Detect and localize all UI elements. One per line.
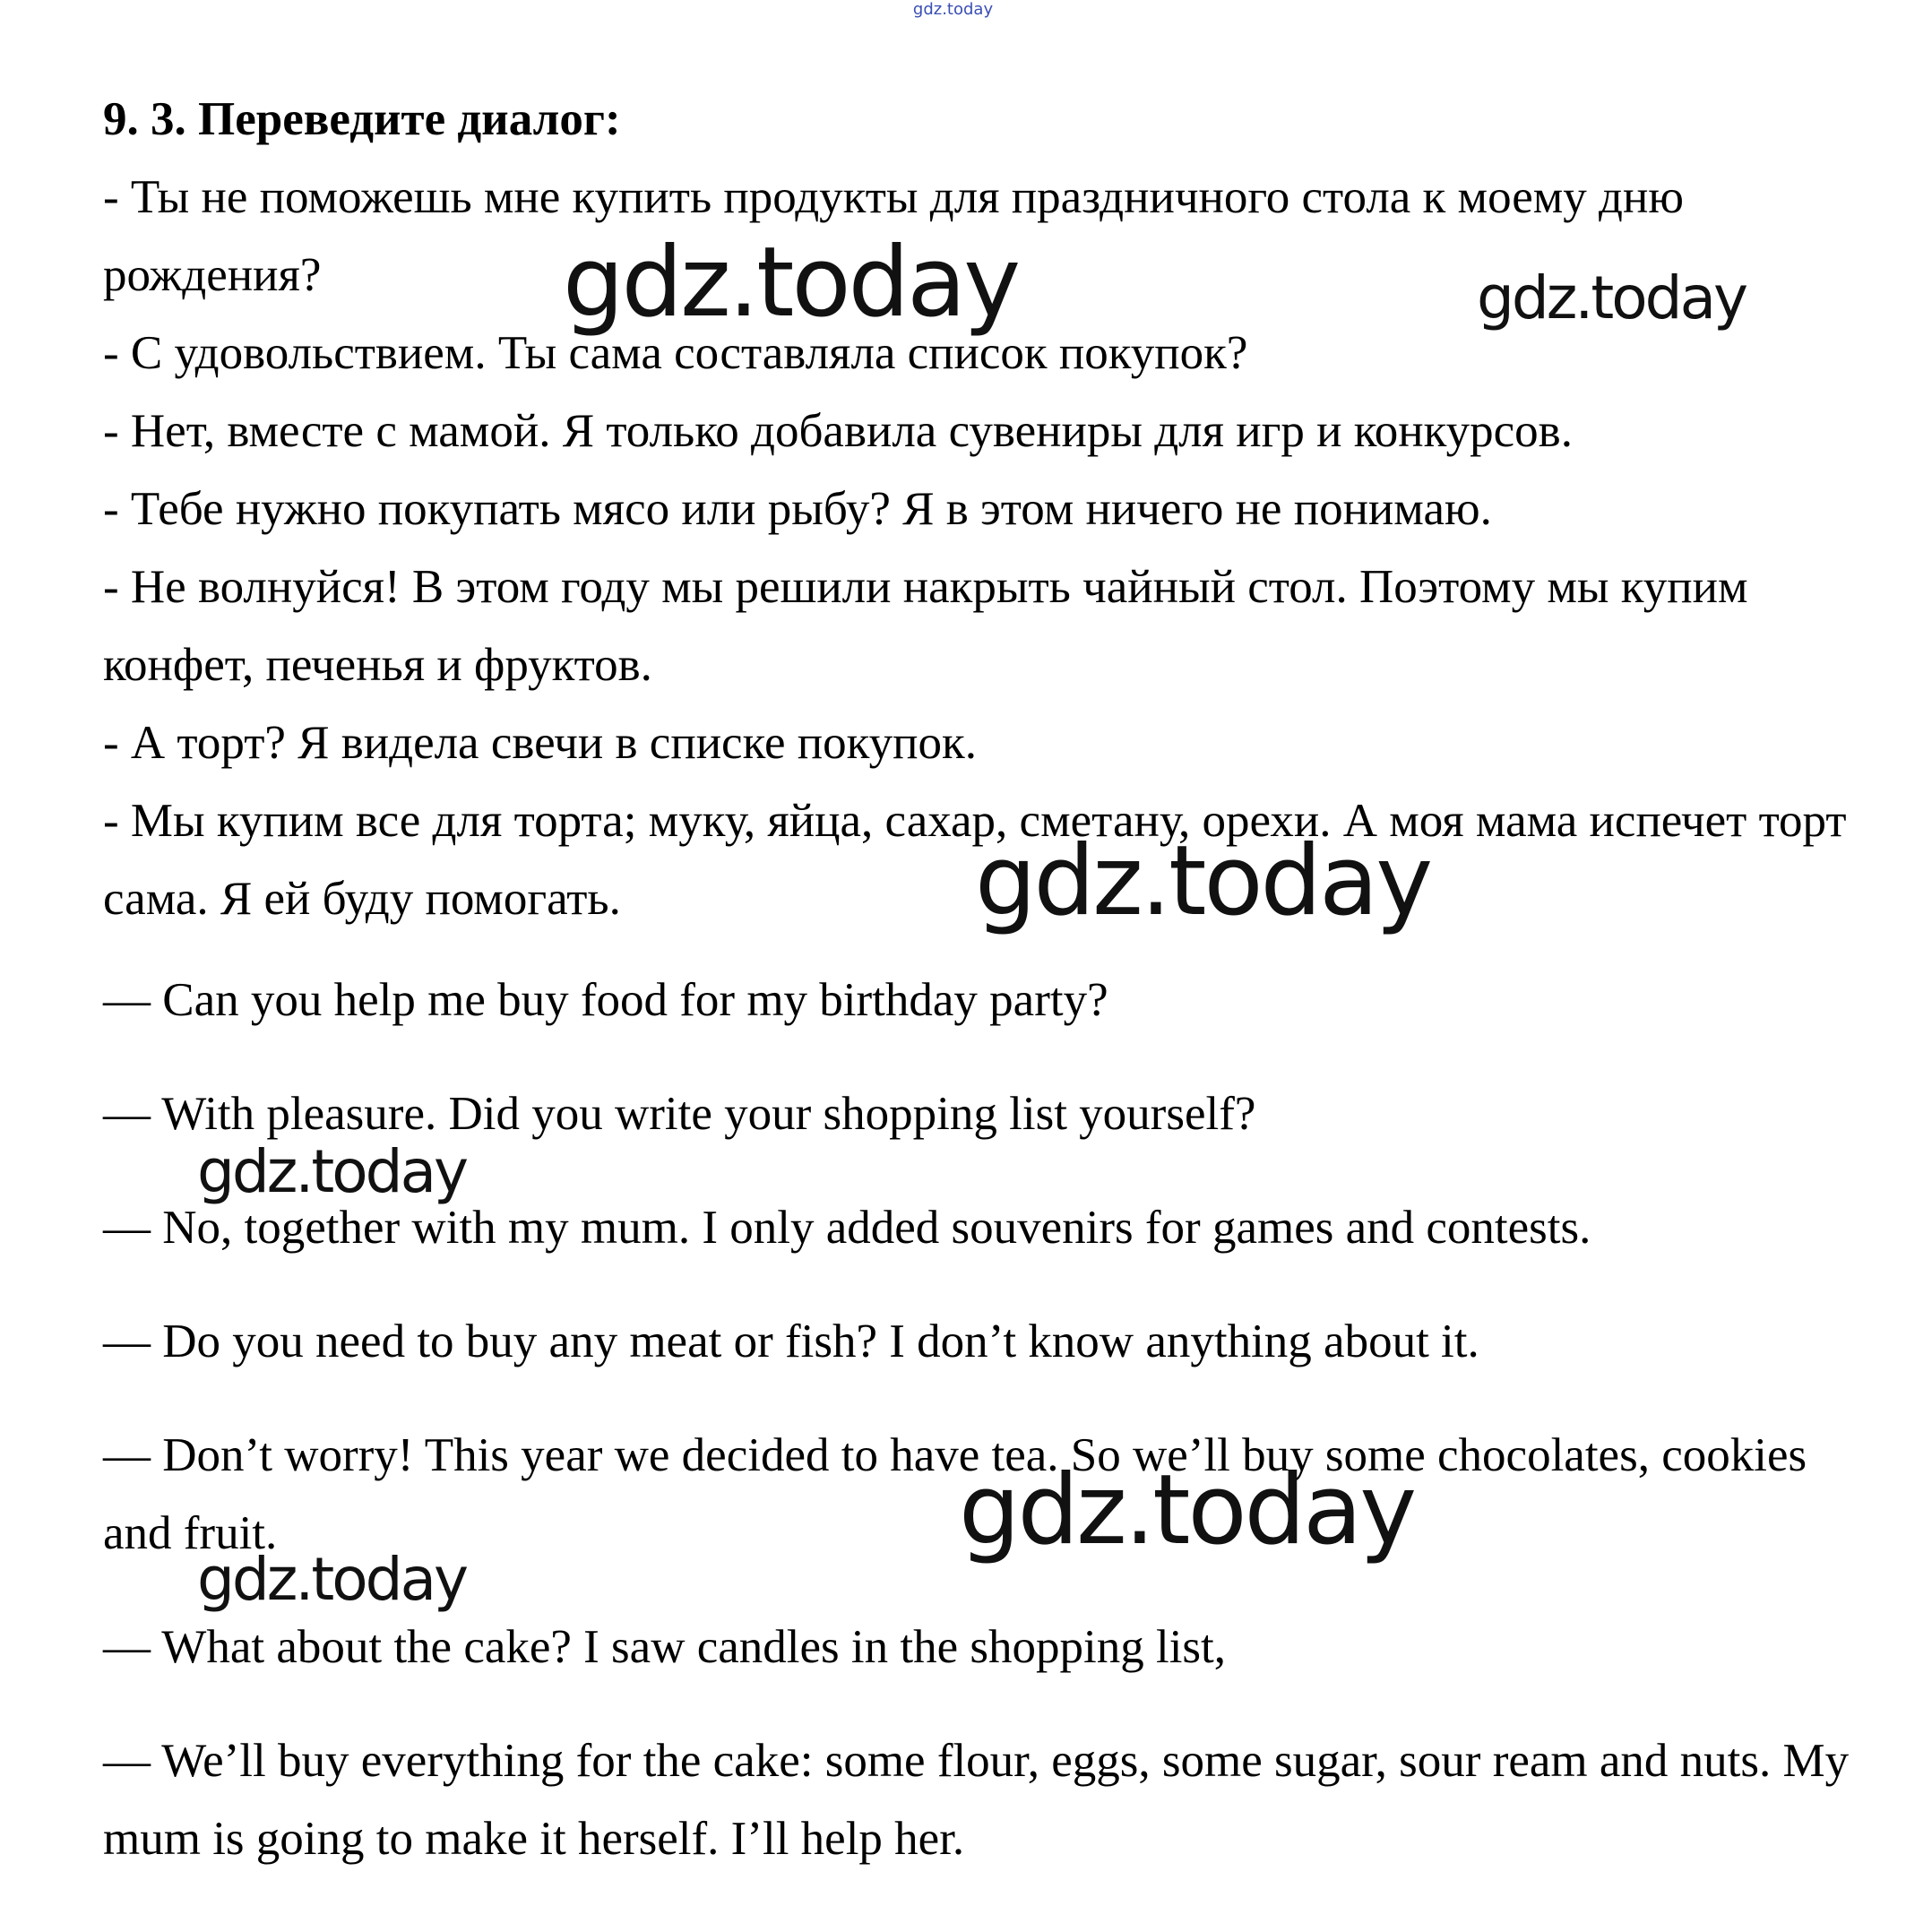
ru-line: - Нет, вместе с мамой. Я только добавила сувениры для игр и конкурсов. — [103, 405, 1573, 457]
ru-line: - А торт? Я видела свечи в списке покупок. — [103, 717, 978, 769]
document-content — [103, 81, 1859, 1914]
watermark: gdz.today — [197, 1545, 467, 1614]
watermark: gdz.today — [975, 825, 1431, 937]
en-line: — Don’t worry! This year we decided to have tea. So we’ll buy some chocolates, cookies and fruit. — [103, 1429, 1807, 1559]
ru-line: - Ты не поможешь мне купить продукты для праздничного стола к моему дню рождения? — [103, 171, 1684, 301]
top-watermark: gdz.today — [912, 0, 994, 19]
en-line: — No, together with my mum. I only added souvenirs for games and contests. — [103, 1202, 1591, 1254]
watermark: gdz.today — [959, 1454, 1415, 1566]
english-dialogue — [103, 962, 1859, 1878]
exercise-title: 9. 3. Переведите диалог: — [103, 93, 621, 145]
ru-line: - С удовольствием. Ты сама составляла список покупок? — [103, 327, 1248, 379]
en-line: — We’ll buy everything for the cake: some flour, eggs, some sugar, sour ream and nuts. My mum is going to make it herself. I’ll help her. — [103, 1735, 1850, 1865]
en-line: — Do you need to buy any meat or fish? I don’t know anything about it. — [103, 1315, 1479, 1367]
watermark: gdz.today — [563, 227, 1019, 339]
watermark: gdz.today — [1477, 263, 1746, 332]
ru-line: - Мы купим все для торта; муку, яйца, сахар, сметану, орехи. А моя мама испечет торт сама. Я ей буду помогать. — [103, 795, 1847, 925]
en-line: — Can you help me buy food for my birthday party? — [103, 974, 1108, 1026]
ru-line: - Не волнуйся! В этом году мы решили накрыть чайный стол. Поэтому мы купим конфет, печенья и фруктов. — [103, 561, 1748, 691]
watermark: gdz.today — [197, 1137, 467, 1206]
ru-line: - Тебе нужно покупать мясо или рыбу? Я в этом ничего не понимаю. — [103, 483, 1492, 535]
en-line: — What about the cake? I saw candles in the shopping list, — [103, 1621, 1227, 1673]
en-line: — With pleasure. Did you write your shopping list yourself? — [103, 1088, 1256, 1140]
